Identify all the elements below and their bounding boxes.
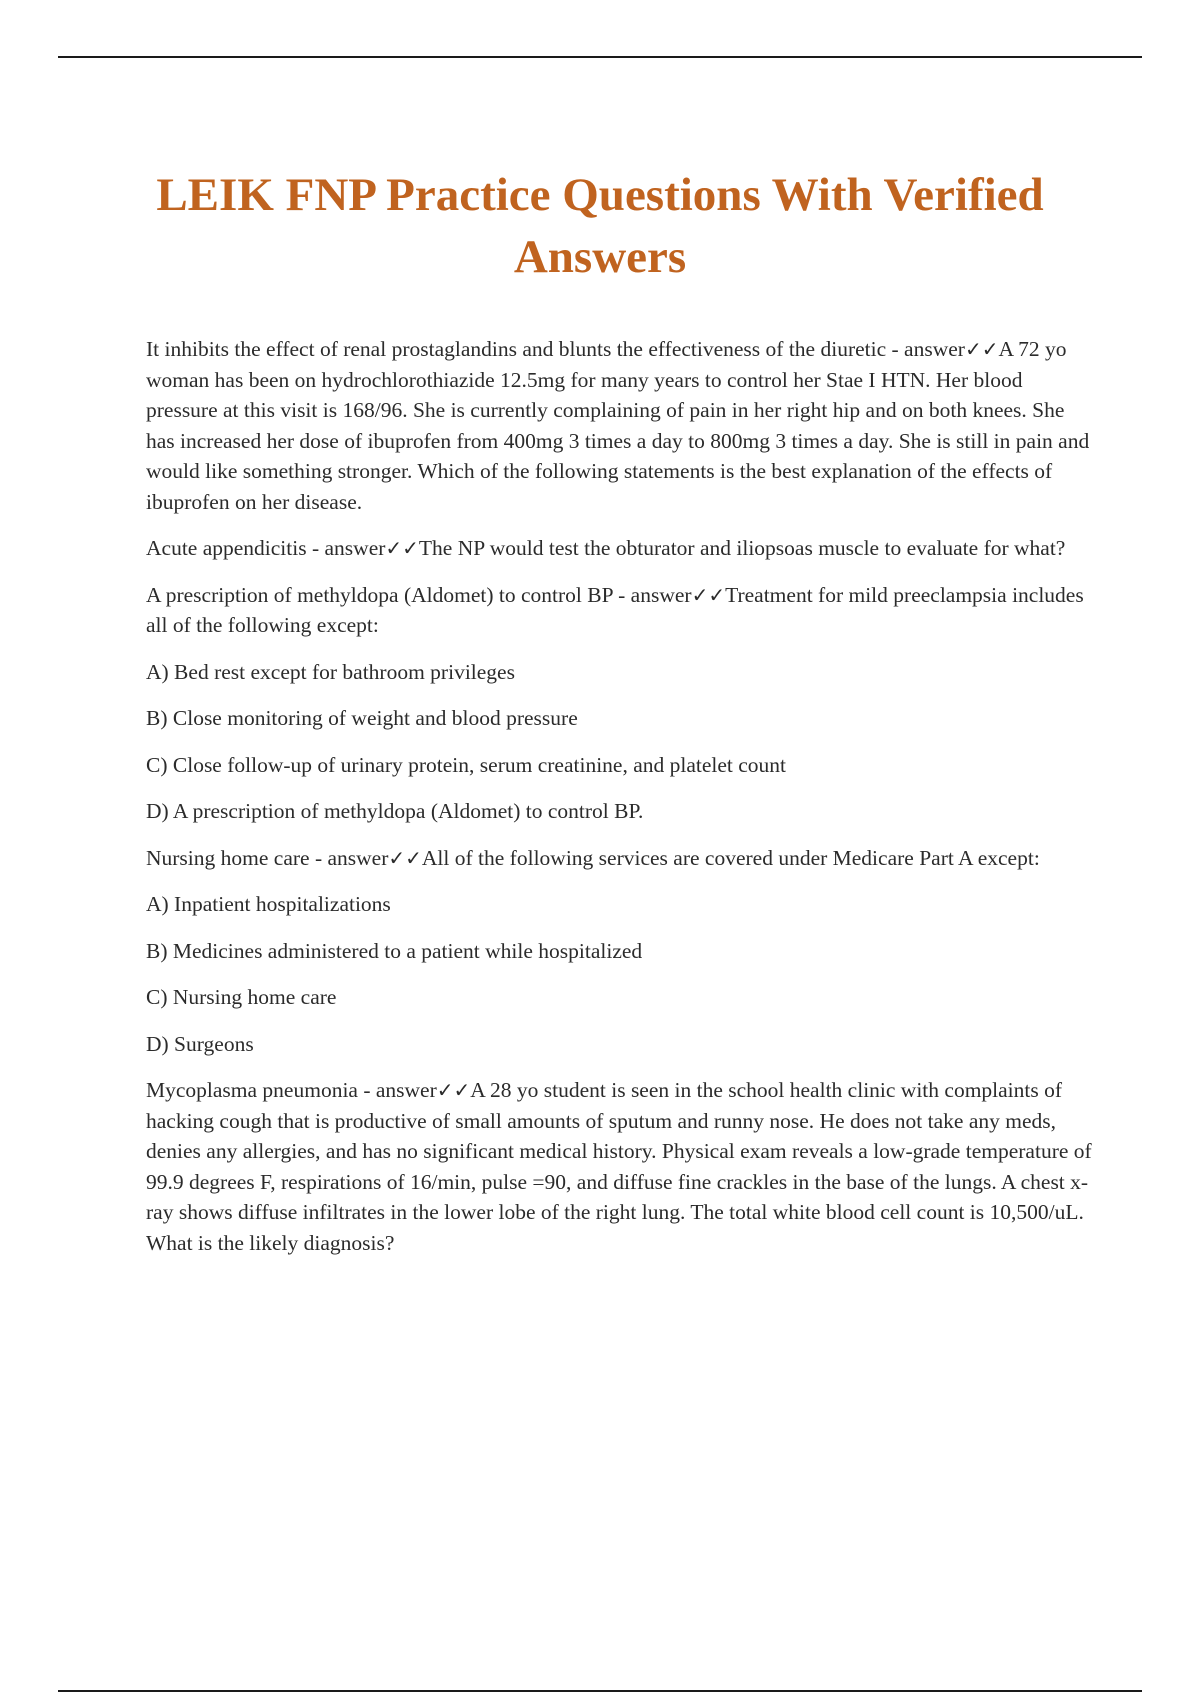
option-item: B) Medicines administered to a patient while hospitalized xyxy=(146,938,643,963)
option-item: D) A prescription of methyldopa (Aldomet) to control BP. xyxy=(146,799,644,823)
option-item: B) Close monitoring of weight and blood pressure xyxy=(146,706,578,730)
option-item: A) Inpatient hospitalizations xyxy=(146,892,391,916)
question-text: A 28 yo student is seen in the school health clinic with complaints of hacking cough that is productive of small amounts of sputum and runny nose. He does not take any meds, denies any allergies, and has no significant medical history. Physical exam reveals a low-grade temperature of 99.9 degrees F, respirations of 16/min, pulse =90, and diffuse fine crackles in the base of the lungs. A chest x-ray shows diffuse infiltrates in the lower lobe of the right lung. The total white blood cell count is 10,500/uL. What is the likely diagnosis? xyxy=(146,1078,1092,1255)
option-item: C) Nursing home care xyxy=(146,985,337,1009)
answer-text: It inhibits the effect of renal prostaglandins and blunts the effectiveness of the diuretic - answer xyxy=(146,337,965,361)
bottom-rule xyxy=(58,1690,1142,1692)
top-rule xyxy=(58,56,1142,58)
check-marks-icon: ✓✓ xyxy=(691,582,726,607)
question-text: Treatment for mild preeclampsia includes all of the following except: xyxy=(146,582,1084,637)
question-text: The NP would test the obturator and iliopsoas muscle to evaluate for what? xyxy=(418,536,1066,560)
qa-entry xyxy=(146,843,1092,874)
question-text: All of the following services are covered under Medicare Part A except: xyxy=(421,845,1040,870)
qa-entry xyxy=(146,334,1092,517)
answer-text: Mycoplasma pneumonia - answer xyxy=(146,1078,437,1102)
answer-text: A prescription of methyldopa (Aldomet) to control BP - answer xyxy=(146,582,692,607)
answer-text: Acute appendicitis - answer xyxy=(146,536,386,560)
qa-entry xyxy=(146,533,1092,564)
question-text: A 72 yo woman has been on hydrochlorothiazide 12.5mg for many years to control her Stae I HTN. Her blood pressure at this visit is 168/96. She is currently complaining of pain in her right hip and on both knees. She has increased her dose of ibuprofen from 400mg 3 times a day to 800mg 3 times a day. She is still in pain and would like something stronger. Which of the following statements is the best explanation of the effects of ibuprofen on her disease. xyxy=(146,337,1090,514)
check-marks-icon: ✓✓ xyxy=(388,845,422,870)
answer-text: Nursing home care - answer xyxy=(146,845,389,870)
check-marks-icon: ✓✓ xyxy=(385,536,419,560)
option-item: A) Bed rest except for bathroom privileges xyxy=(146,659,515,684)
document-title: LEIK FNP Practice Questions With Verified Answers xyxy=(156,169,1044,283)
option-item: D) Surgeons xyxy=(146,1031,254,1056)
qa-entry xyxy=(146,1075,1092,1258)
qa-entry xyxy=(146,580,1092,641)
option-item: C) Close follow-up of urinary protein, serum creatinine, and platelet count xyxy=(146,752,787,777)
check-marks-icon: ✓✓ xyxy=(436,1078,471,1102)
check-marks-icon: ✓✓ xyxy=(964,337,999,361)
document-body xyxy=(146,334,1092,1274)
